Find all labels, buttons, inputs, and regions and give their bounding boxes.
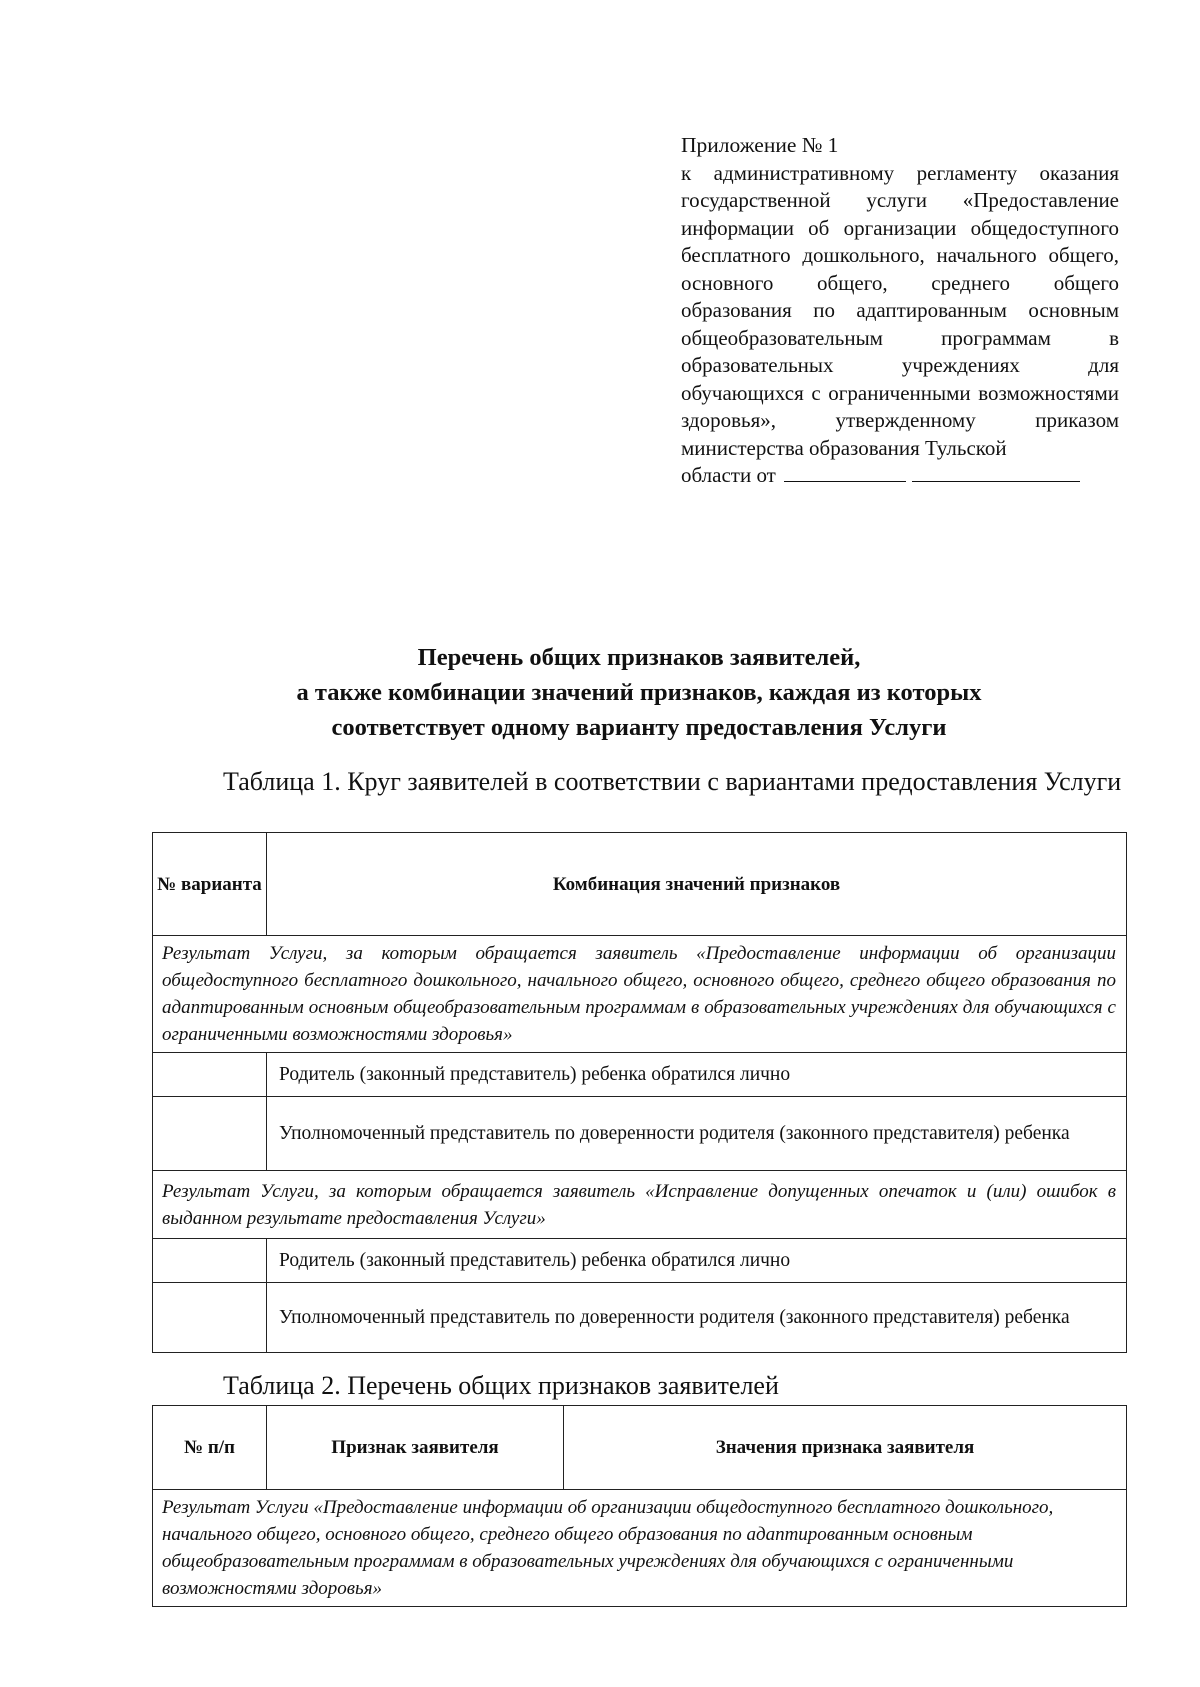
table1-col1-header: № варианта xyxy=(153,833,267,936)
appendix-block xyxy=(681,132,1119,490)
variant-number-cell xyxy=(153,1097,267,1171)
variant-number-cell xyxy=(153,1053,267,1097)
variant-number-cell xyxy=(153,1283,267,1353)
heading-line-1: Перечень общих признаков заявителей, xyxy=(417,644,861,671)
table2-col2-header: Признак заявителя xyxy=(267,1406,564,1490)
table1-group2-title: Результат Услуги, за которым обращается заявитель «Исправление допущенных опечаток и (или) ошибок в выданном результате предоставления Услуги» xyxy=(153,1171,1127,1239)
table1-col2-header: Комбинация значений признаков xyxy=(267,833,1127,936)
table2-col1-header: № п/п xyxy=(153,1406,267,1490)
table1-caption: Таблица 1. Круг заявителей в соответствии с вариантами предоставления Услуги xyxy=(223,767,1122,796)
heading-line-2: а также комбинации значений признаков, каждая из которых xyxy=(296,679,982,706)
table-row xyxy=(153,1053,1127,1097)
table1-group1-row xyxy=(153,936,1127,1053)
date-blank-line xyxy=(784,463,906,482)
appendix-body: к административному регламенту оказания государственной услуги «Предоставление информации об организации общедоступного бесплатного дошкольного, начального общего, основного общего, среднего общего образования по адаптированным основным общеобразовательным программам в образовательных учреждениях для обучающихся с ограниченными возможностями здоровья», утвержденному приказом министерства образования Тульской xyxy=(681,160,1119,460)
table2-header-row xyxy=(153,1406,1127,1490)
heading-line-3: соответствует одному варианту предоставления Услуги xyxy=(331,714,947,741)
table2 xyxy=(152,1405,1127,1607)
table-row xyxy=(153,1239,1127,1283)
number-blank-line xyxy=(912,463,1080,482)
variant-number-cell xyxy=(153,1239,267,1283)
combination-cell: Уполномоченный представитель по доверенности родителя (законного представителя) ребенка xyxy=(267,1097,1127,1171)
table1 xyxy=(152,832,1127,1353)
table1-group2-row xyxy=(153,1171,1127,1239)
table1-header-row xyxy=(153,833,1127,936)
table2-group1-title: Результат Услуги «Предоставление информации об организации общедоступного бесплатного дошкольного, начального общего, основного общего, среднего общего образования по адаптированным основным общеобразовательным программам в образовательных учреждениях для обучающихся с ограниченными возможностями здоровья» xyxy=(153,1490,1127,1607)
table-row xyxy=(153,1283,1127,1353)
combination-cell: Уполномоченный представитель по доверенности родителя (законного представителя) ребенка xyxy=(267,1283,1127,1353)
document-heading xyxy=(152,640,1126,745)
appendix-last-line xyxy=(681,463,1080,487)
table1-group1-title: Результат Услуги, за которым обращается заявитель «Предоставление информации об организации общедоступного бесплатного дошкольного, начального общего, основного общего, среднего общего образования по адаптированным основным общеобразовательным программам в образовательных учреждениях для обучающихся с ограниченными возможностями здоровья» xyxy=(153,936,1127,1053)
table2-col3-header: Значения признака заявителя xyxy=(564,1406,1127,1490)
combination-cell: Родитель (законный представитель) ребенка обратился лично xyxy=(267,1239,1127,1283)
table-row xyxy=(153,1097,1127,1171)
combination-cell: Родитель (законный представитель) ребенка обратился лично xyxy=(267,1053,1127,1097)
table2-caption: Таблица 2. Перечень общих признаков заявителей xyxy=(223,1371,779,1400)
table2-group1-row xyxy=(153,1490,1127,1607)
appendix-title: Приложение № 1 xyxy=(681,133,839,157)
appendix-last-line-text: области от xyxy=(681,463,776,487)
